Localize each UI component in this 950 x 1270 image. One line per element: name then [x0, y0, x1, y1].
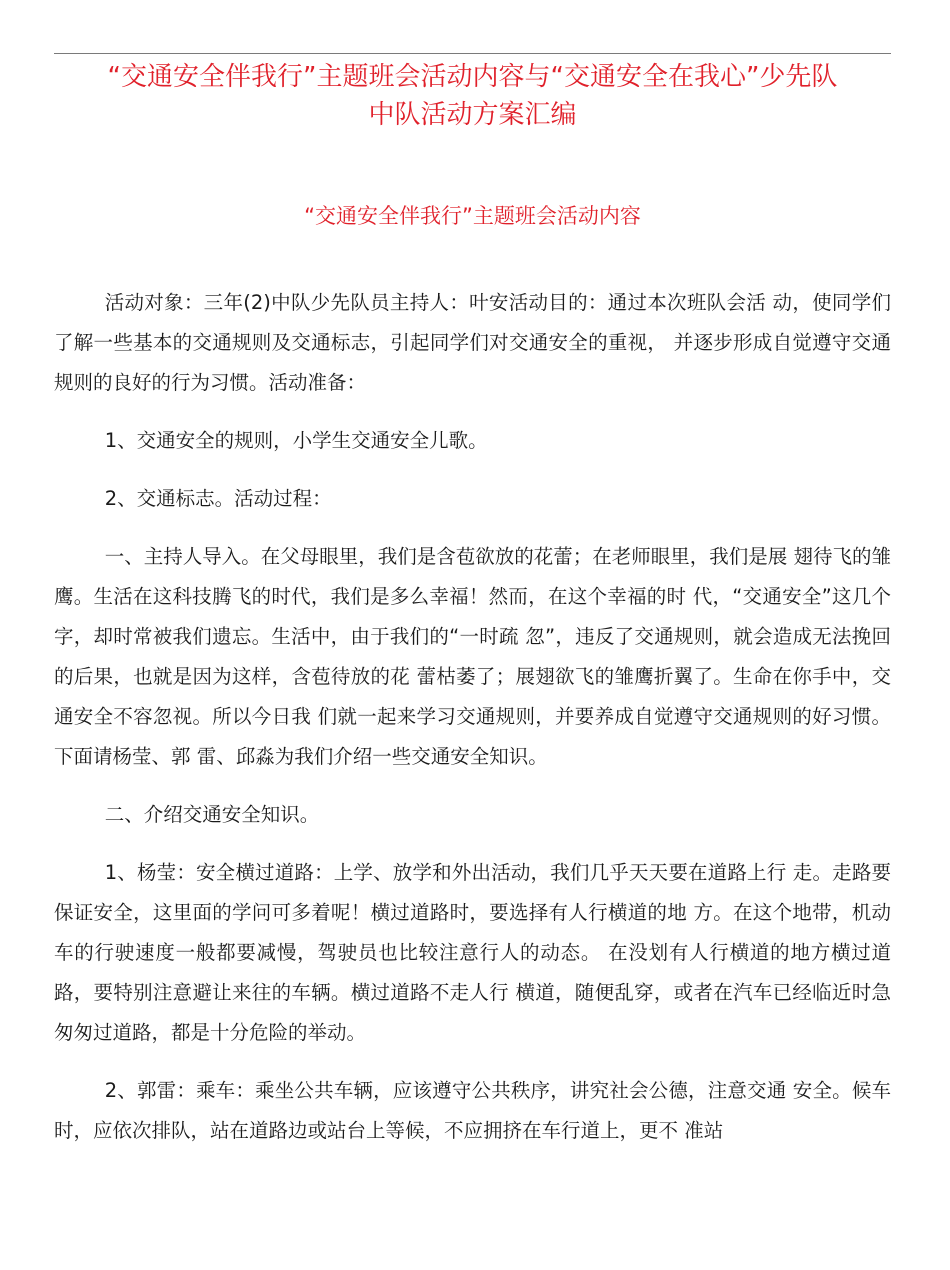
body-text — [54, 283, 891, 1169]
paragraph: 2、交通标志。活动过程： — [104, 487, 332, 510]
section-title: “交通安全伴我行”主题班会活动内容 — [304, 204, 641, 228]
paragraph: 1、杨莹：安全横过道路：上学、放学和外出活动，我们几乎天天要在道路上行 走。走路要保证安全，这里面的学问可多着呢！横过道路时，要选择有人行横道的地 方。在这个地带，机动车的行驶速度一般都要减慢，驾驶员也比较注意行人的动态。 在没划有人行横道的地方横过道路，要特别注意避让来往的车辆。横过道路不走人行 横道，随便乱穿，或者在汽车已经临近时急匆匆过道路，都是十分危险的举动。 — [54, 861, 891, 1044]
main-title-line-1: “交通安全伴我行”主题班会活动内容与“交通安全在我心”少先队 — [107, 62, 838, 92]
header-rule — [54, 53, 891, 54]
paragraph: 2、郭雷：乘车：乘坐公共车辆，应该遵守公共秩序，讲究社会公德，注意交通 安全。候车时，应依次排队，站在道路边或站台上等候，不应拥挤在车行道上，更不 准站 — [54, 1079, 891, 1142]
paragraph: 1、交通安全的规则，小学生交通安全儿歌。 — [104, 429, 488, 452]
main-title-line-2: 中队活动方案汇编 — [368, 100, 577, 130]
paragraph: 二、介绍交通安全知识。 — [104, 803, 320, 826]
paragraph: 一、主持人导入。在父母眼里，我们是含苞欲放的花蕾；在老师眼里，我们是展 翅待飞的雏鹰。生活在这科技腾飞的时代，我们是多么幸福！然而，在这个幸福的时 代，“交通安全”这几个字，却时常被我们遗忘。生活中，由于我们的“一时疏 忽”，违反了交通规则，就会造成无法挽回的后果，也就是因为这样，含苞待放的花 蕾枯萎了；展翅欲飞的雏鹰折翼了。生命在你手中，交通安全不容忽视。所以今日我 们就一起来学习交通规则，并要养成自觉遵守交通规则的好习惯。下面请杨莹、郭 雷、邱淼为我们介绍一些交通安全知识。 — [54, 545, 891, 768]
main-title — [54, 58, 891, 134]
paragraph: 活动对象：三年(2)中队少先队员主持人：叶安活动目的：通过本次班队会活 动，使同学们了解一些基本的交通规则及交通标志，引起同学们对交通安全的重视， 并逐步形成自觉遵守交通规则的良好的行为习惯。活动准备： — [54, 291, 891, 394]
